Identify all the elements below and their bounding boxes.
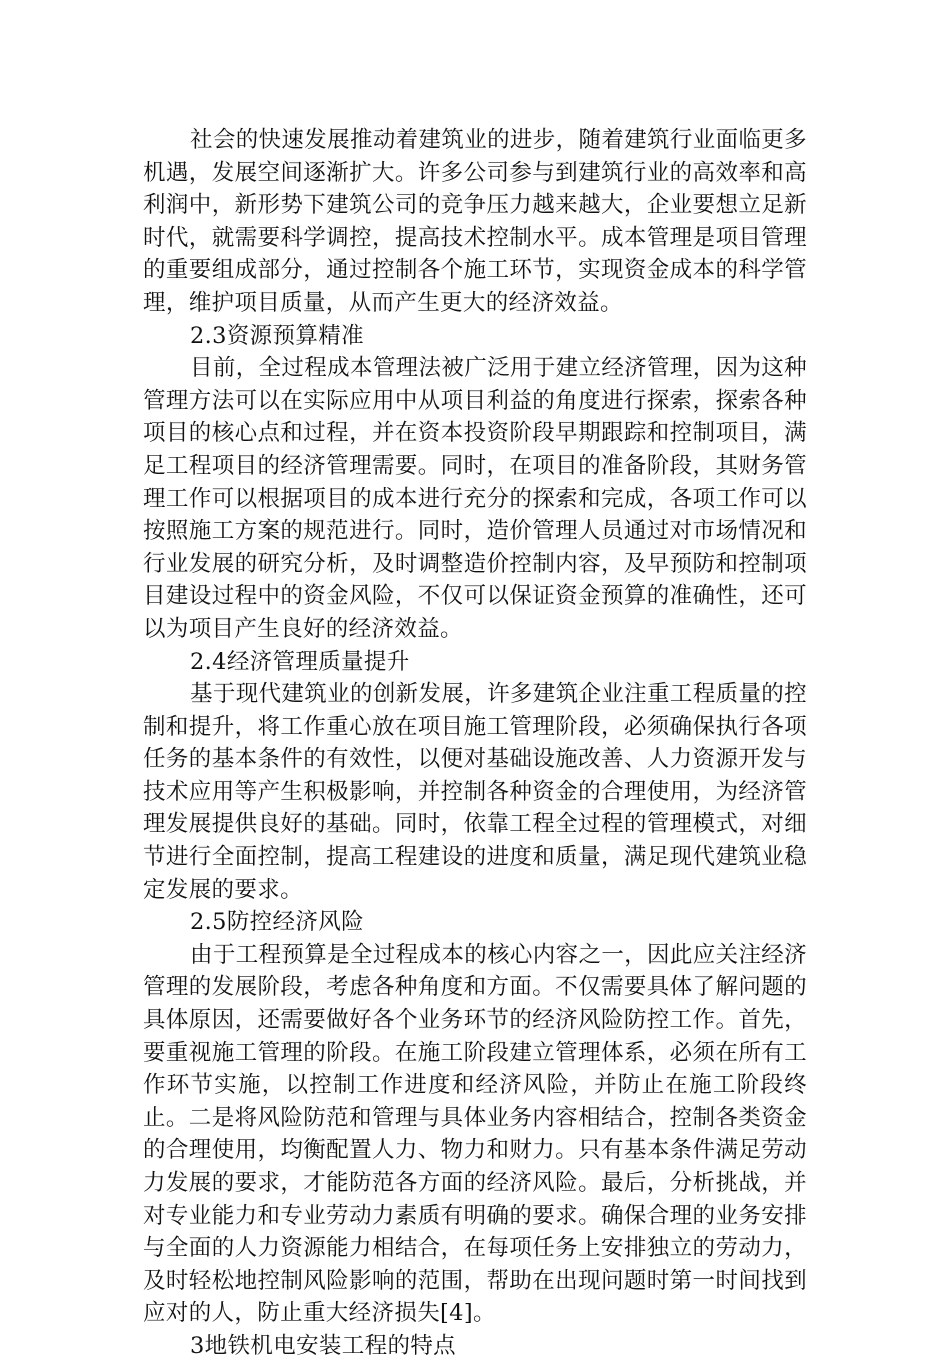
section-heading-3: 3地铁机电安装工程的特点 xyxy=(190,1332,457,1359)
section-heading-2-5: 2.5防控经济风险 xyxy=(190,909,364,936)
document-body xyxy=(143,124,807,1363)
paragraph-2-5: 由于工程预算是全过程成本的核心内容之一，因此应关注经济管理的发展阶段，考虑各种角度和方面。不仅需要具体了解问题的具体原因，还需要做好各个业务环节的经济风险防控工作。首先，要重视施工管理的阶段。在施工阶段建立管理体系，必须在所有工作环节实施，以控制工作进度和经济风险，并防止在施工阶段终止。二是将风险防范和管理与具体业务内容相结合，控制各类资金的合理使用，均衡配置人力、物力和财力。只有基本条件满足劳动力发展的要求，才能防范各方面的经济风险。最后，分析挑战，并对专业能力和专业劳动力素质有明确的要求。确保合理的业务安排与全面的人力资源能力相结合，在每项任务上安排独立的劳动力，及时轻松地控制风险影响的范围，帮助在出现问题时第一时间找到应对的人，防止重大经济损失[4]。 xyxy=(143,941,807,1327)
section-heading-2-4: 2.4经济管理质量提升 xyxy=(190,648,410,675)
section-heading-2-3: 2.3资源预算精准 xyxy=(190,322,364,349)
paragraph-2-3: 目前，全过程成本管理法被广泛用于建立经济管理，因为这种管理方法可以在实际应用中从项目利益的角度进行探索，探索各种项目的核心点和过程，并在资本投资阶段早期跟踪和控制项目，满足工程项目的经济管理需要。同时，在项目的准备阶段，其财务管理工作可以根据项目的成本进行充分的探索和完成，各项工作可以按照施工方案的规范进行。同时，造价管理人员通过对市场情况和行业发展的研究分析，及时调整造价控制内容，及早预防和控制项目建设过程中的资金风险，不仅可以保证资金预算的准确性，还可以为项目产生良好的经济效益。 xyxy=(143,355,807,642)
paragraph-2-4: 基于现代建筑业的创新发展，许多建筑企业注重工程质量的控制和提升，将工作重心放在项目施工管理阶段，必须确保执行各项任务的基本条件的有效性，以便对基础设施改善、人力资源开发与技术应用等产生积极影响，并控制各种资金的合理使用，为经济管理发展提供良好的基础。同时，依靠工程全过程的管理模式，对细节进行全面控制，提高工程建设的进度和质量，满足现代建筑业稳定发展的要求。 xyxy=(143,681,807,903)
paragraph-intro: 社会的快速发展推动着建筑业的进步，随着建筑行业面临更多机遇，发展空间逐渐扩大。许多公司参与到建筑行业的高效率和高利润中，新形势下建筑公司的竞争压力越来越大，企业要想立足新时代，就需要科学调控，提高技术控制水平。成本管理是项目管理的重要组成部分，通过控制各个施工环节，实现资金成本的科学管理，维护项目质量，从而产生更大的经济效益。 xyxy=(143,127,807,316)
